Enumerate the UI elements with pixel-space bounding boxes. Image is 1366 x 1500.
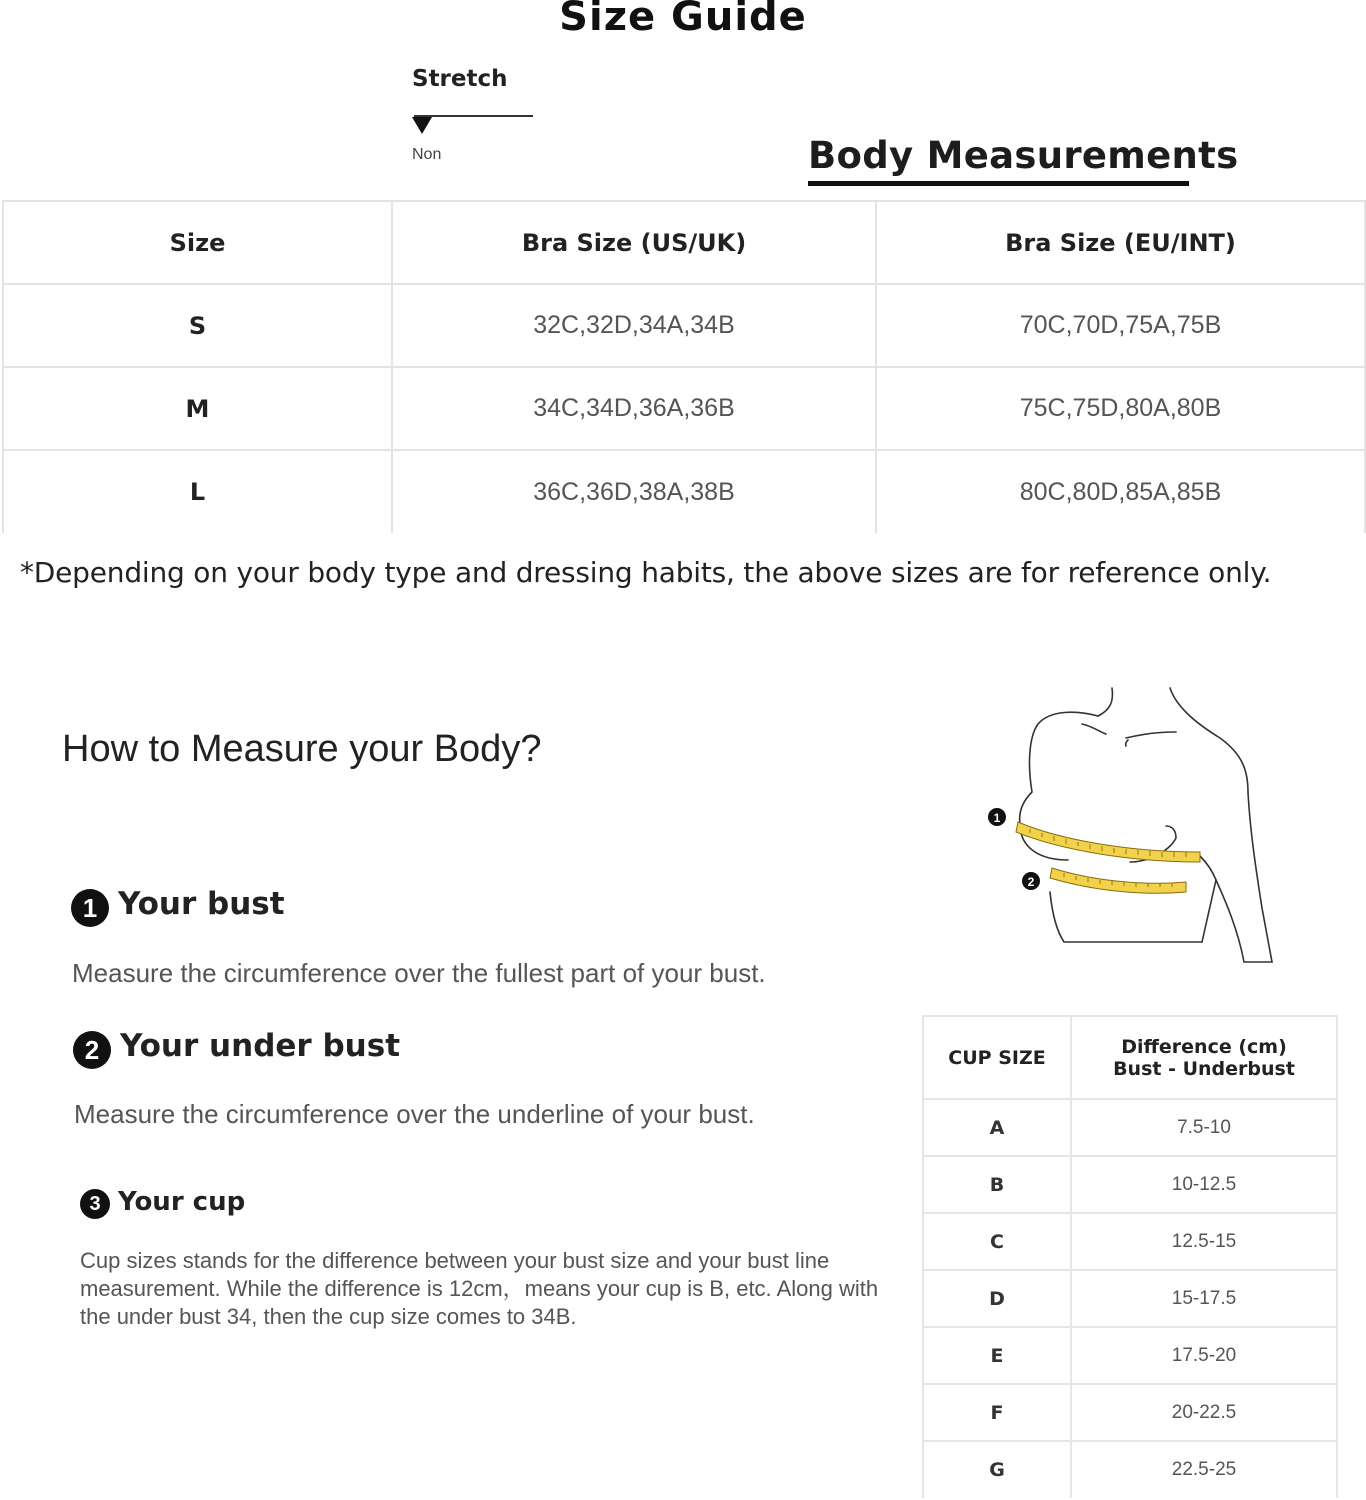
header-difference	[1071, 1016, 1337, 1099]
header-us-uk: Bra Size (US/UK)	[392, 201, 876, 284]
cup-table-header-row	[923, 1016, 1337, 1099]
step-1-description: Measure the circumference over the fullest part of your bust.	[72, 958, 766, 988]
section-title-underline	[808, 181, 1189, 186]
table-header-row	[3, 201, 1365, 284]
cup-cell: C	[923, 1213, 1071, 1270]
eu-int-cell: 70C,70D,75A,75B	[876, 284, 1365, 367]
us-uk-cell: 36C,36D,38A,38B	[392, 450, 876, 533]
step-3-title: Your cup	[118, 1187, 246, 1217]
table-row	[923, 1384, 1337, 1441]
table-row	[3, 450, 1365, 533]
step-3-number-icon: 3	[80, 1189, 110, 1219]
table-row	[923, 1156, 1337, 1213]
header-size: Size	[3, 201, 392, 284]
size-cell: S	[3, 284, 392, 367]
cup-cell: A	[923, 1099, 1071, 1156]
stretch-label: Stretch	[412, 66, 508, 92]
stretch-value: Non	[412, 146, 442, 163]
table-row	[923, 1213, 1337, 1270]
difference-cell: 22.5-25	[1071, 1441, 1337, 1498]
header-difference-line2: Bust - Underbust	[1113, 1057, 1295, 1080]
disclaimer: *Depending on your body type and dressing habits, the above sizes are for reference only.	[20, 556, 1272, 589]
header-eu-int: Bra Size (EU/INT)	[876, 201, 1365, 284]
eu-int-cell: 80C,80D,85A,85B	[876, 450, 1365, 533]
size-cell: L	[3, 450, 392, 533]
marker-1-label: 1	[993, 811, 1001, 825]
cup-size-table	[922, 1015, 1338, 1498]
header-difference-line1: Difference (cm)	[1121, 1035, 1287, 1058]
cup-cell: E	[923, 1327, 1071, 1384]
marker-2-label: 2	[1027, 875, 1035, 889]
table-row	[3, 367, 1365, 450]
us-uk-cell: 34C,34D,36A,36B	[392, 367, 876, 450]
us-uk-cell: 32C,32D,34A,34B	[392, 284, 876, 367]
difference-cell: 12.5-15	[1071, 1213, 1337, 1270]
table-row	[3, 284, 1365, 367]
stretch-marker-icon	[412, 117, 432, 134]
size-cell: M	[3, 367, 392, 450]
difference-cell: 20-22.5	[1071, 1384, 1337, 1441]
difference-cell: 7.5-10	[1071, 1099, 1337, 1156]
step-2-description: Measure the circumference over the underline of your bust.	[74, 1099, 755, 1129]
table-row	[923, 1327, 1337, 1384]
cup-cell: F	[923, 1384, 1071, 1441]
step-2-title: Your under bust	[120, 1028, 401, 1064]
step-2-number-icon: 2	[73, 1031, 111, 1069]
table-row	[923, 1441, 1337, 1498]
header-cup-size: CUP SIZE	[923, 1016, 1071, 1099]
page-title: Size Guide	[559, 0, 807, 40]
table-row	[923, 1270, 1337, 1327]
size-table	[2, 200, 1366, 533]
how-to-title: How to Measure your Body?	[62, 728, 542, 770]
step-1-number-icon: 1	[71, 889, 109, 927]
step-1-title: Your bust	[118, 886, 285, 922]
cup-cell: B	[923, 1156, 1071, 1213]
step-3-description: Cup sizes stands for the difference between your bust size and your bust line measurement. While the difference is 12cm，means your cup is B, etc. Along with the under bust 34, then the cup size comes to 34B.	[80, 1248, 879, 1329]
difference-cell: 15-17.5	[1071, 1270, 1337, 1327]
difference-cell: 17.5-20	[1071, 1327, 1337, 1384]
section-title: Body Measurements	[808, 134, 1239, 177]
eu-int-cell: 75C,75D,80A,80B	[876, 367, 1365, 450]
table-row	[923, 1099, 1337, 1156]
difference-cell: 10-12.5	[1071, 1156, 1337, 1213]
cup-cell: G	[923, 1441, 1071, 1498]
body-measure-illustration-icon	[980, 680, 1300, 980]
cup-cell: D	[923, 1270, 1071, 1327]
